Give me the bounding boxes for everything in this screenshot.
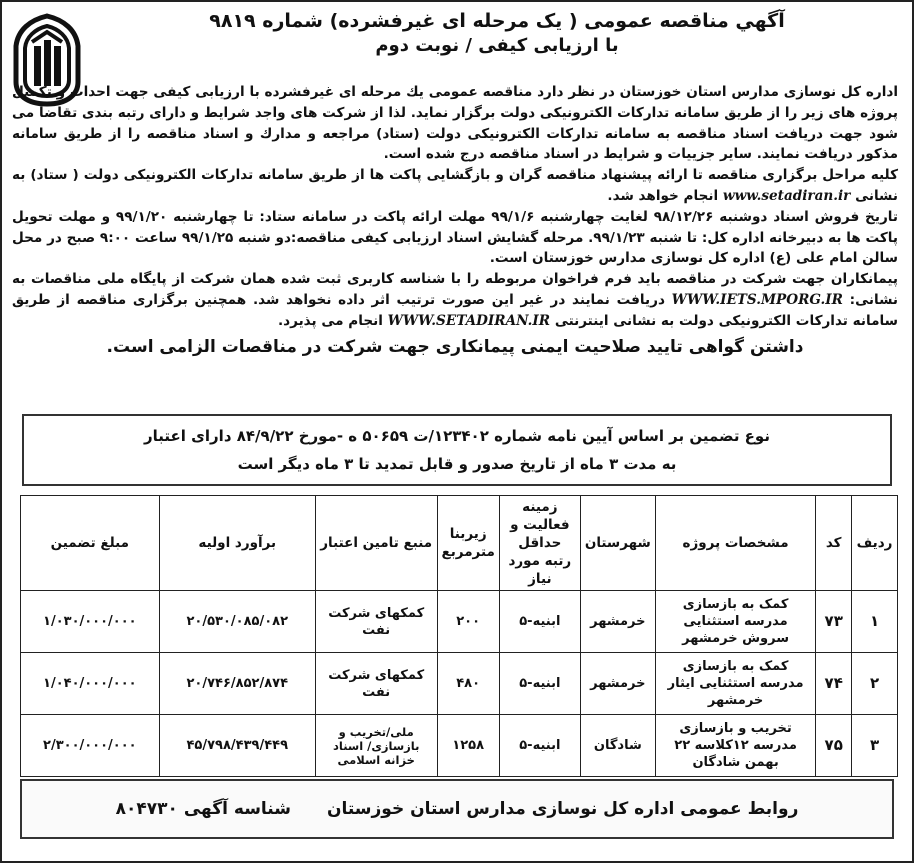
ad-identifier: شناسه آگهی ۸۰۴۷۳۰ [115, 799, 291, 819]
table-cell: ۷۵ [816, 715, 852, 777]
table-cell: ابنیه-۵ [499, 715, 580, 777]
table-cell: خرمشهر [580, 591, 655, 653]
setadiran-url-link[interactable]: WWW.SETADIRAN.IR [387, 312, 551, 329]
column-header: ردیف [852, 496, 898, 591]
table-cell: ۱/۰۳۰/۰۰۰/۰۰۰ [21, 591, 160, 653]
table-cell: کمک به بازسازی مدرسه استثنایی سروش خرمشهر [655, 591, 816, 653]
table-cell: ۷۳ [816, 591, 852, 653]
ad-body [12, 82, 898, 360]
table-cell: ۲ [852, 653, 898, 715]
ad-footer [20, 779, 894, 839]
table-cell: کمکهای شرکت نفت [315, 653, 437, 715]
ad-title: آگهي مناقصه عمومی ( یک مرحله ای غیرفشرده) شماره ۹۸۱۹ [209, 10, 785, 32]
paragraph-intro: اداره کل نوسازی مدارس استان خوزستان در نظر دارد مناقصه عمومی يك مرحله ای غیرفشرده با ارزیابی کیفی جهت احداث و تکمیل پروژه های زیر را از طریق سامانه تدارکات الکترونیکی دولت برگزار نماید. لذا از شرکت های واجد شرایط و دارای رتبه بندی تقاضا می شود جهت دریافت اسناد مناقصه به سامانه تدارکات الکترونیکی دولت (ستاد) مراجعه و مدارك و اسناد مناقصه را از طریق سامانه مذکور دریافت نمایند. سایر جزییات و شرایط در اسناد مناقصه درج شده است. [12, 84, 898, 163]
table-cell: ۳ [852, 715, 898, 777]
table-cell: ۱۲۵۸ [437, 715, 499, 777]
table-cell: ۴۵/۷۹۸/۴۳۹/۴۴۹ [159, 715, 315, 777]
column-header: کد [816, 496, 852, 591]
table-cell: ۴۸۰ [437, 653, 499, 715]
column-header: شهرستان [580, 496, 655, 591]
table-cell: ۲۰/۷۴۶/۸۵۲/۸۷۴ [159, 653, 315, 715]
paragraph-procedure-end: انجام خواهد شد. [607, 187, 719, 204]
column-header: منبع تامین اعتبار [315, 496, 437, 591]
safety-certificate-notice: داشتن گواهی تایید صلاحیت ایمنی پیمانکاری جهت شرکت در مناقصات الزامی است. [106, 336, 804, 357]
table-cell: خرمشهر [580, 653, 655, 715]
table-cell: شادگان [580, 715, 655, 777]
paragraph-dates: تاریخ فروش اسناد دوشنبه ۹۸/۱۲/۲۶ لغایت چهارشنبه ۹۹/۱/۶ مهلت ارائه پاکت در سامانه ستاد: تا چهارشنبه ۹۹/۱/۲۰ و مهلت تحویل پاکت ها به دبیرخانه اداره کل: تا شنبه ۹۹/۱/۲۳. مرحله گشایش اسناد ارزیابی کیفی مناقصه:دو شنبه ۹۹/۱/۲۵ ساعت ۹:۰۰ صبح در محل سالن امام علی (ع) اداره کل نوسازی مدارس خوزستان است. [12, 208, 898, 267]
iets-url-link[interactable]: WWW.IETS.MPORG.IR [671, 291, 843, 308]
guarantee-line-2: به مدت ۳ ماه از تاریخ صدور و قابل تمدید تا ۳ ماه دیگر است [237, 455, 677, 473]
table-cell: ۱/۰۴۰/۰۰۰/۰۰۰ [21, 653, 160, 715]
table-cell: ۲۰۰ [437, 591, 499, 653]
paragraph-registration-mid: دریافت نمایند در غیر این صورت ترتیب اثر داده نخواهد شد. همچنین برگزاری مناقصه از طریق سامانه تدارکات الکترونیکی دولت به نشانی اینترنتی [12, 291, 898, 329]
table-cell: کمکهای شرکت نفت [315, 591, 437, 653]
table-cell: کمک به بازسازی مدرسه استثنایی ایثار خرمشهر [655, 653, 816, 715]
table-cell: ۲/۳۰۰/۰۰۰/۰۰۰ [21, 715, 160, 777]
table-cell: ابنیه-۵ [499, 591, 580, 653]
paragraph-procedure-text: کلیه مراحل برگزاری مناقصه تا ارائه پیشنهاد مناقصه گران و بازگشایی پاکت ها از طریق سامانه تدارکات الکترونیکی دولت ( ستاد) به نشانی [12, 167, 898, 204]
guarantee-line-1: نوع تضمین بر اساس آیین نامه شماره ۱۲۳۴۰۲/ت ۵۰۶۵۹ ه -مورخ ۸۴/۹/۲۲ دارای اعتبار [144, 427, 770, 445]
table-cell: ابنیه-۵ [499, 653, 580, 715]
table-cell: ۷۴ [816, 653, 852, 715]
guarantee-box [22, 414, 892, 486]
table-cell: تخریب و بازسازی مدرسه ۱۲کلاسه ۲۲ بهمن شادگان [655, 715, 816, 777]
paragraph-registration [12, 269, 898, 331]
table-row [21, 715, 898, 777]
table-cell: ملی/تخریب و بازسازی/ اسناد خزانه اسلامی [315, 715, 437, 777]
table-row [21, 591, 898, 653]
table-row [21, 653, 898, 715]
column-header: مبلغ تضمین [21, 496, 160, 591]
setad-url-link[interactable]: www.setadiran.ir [722, 187, 851, 204]
projects-table [20, 495, 898, 777]
paragraph-registration-text: پیمانکاران جهت شرکت در مناقصه باید فرم فراخوان مربوطه را با شناسه کاربری ثبت شده همان شرکت از پایگاه ملی مناقصات به نشانی: [12, 271, 899, 308]
paragraph-procedure [12, 165, 898, 207]
issuer-name: روابط عمومی اداره کل نوسازی مدارس استان خوزستان [326, 799, 799, 819]
table-cell: ۱ [852, 591, 898, 653]
column-header: زیربنا مترمربع [437, 496, 499, 591]
column-header: زمینه فعالیت و حداقل رتبه مورد نیاز [499, 496, 580, 591]
ad-header [92, 8, 902, 58]
column-header: مشخصات پروژه [655, 496, 816, 591]
paragraph-registration-end: انجام می پذیرد. [277, 312, 383, 329]
table-header-row [21, 496, 898, 591]
table-cell: ۲۰/۵۳۰/۰۸۵/۰۸۲ [159, 591, 315, 653]
ad-subtitle: با ارزیابی کیفی / نوبت دوم [375, 35, 619, 56]
column-header: برآورد اولیه [159, 496, 315, 591]
